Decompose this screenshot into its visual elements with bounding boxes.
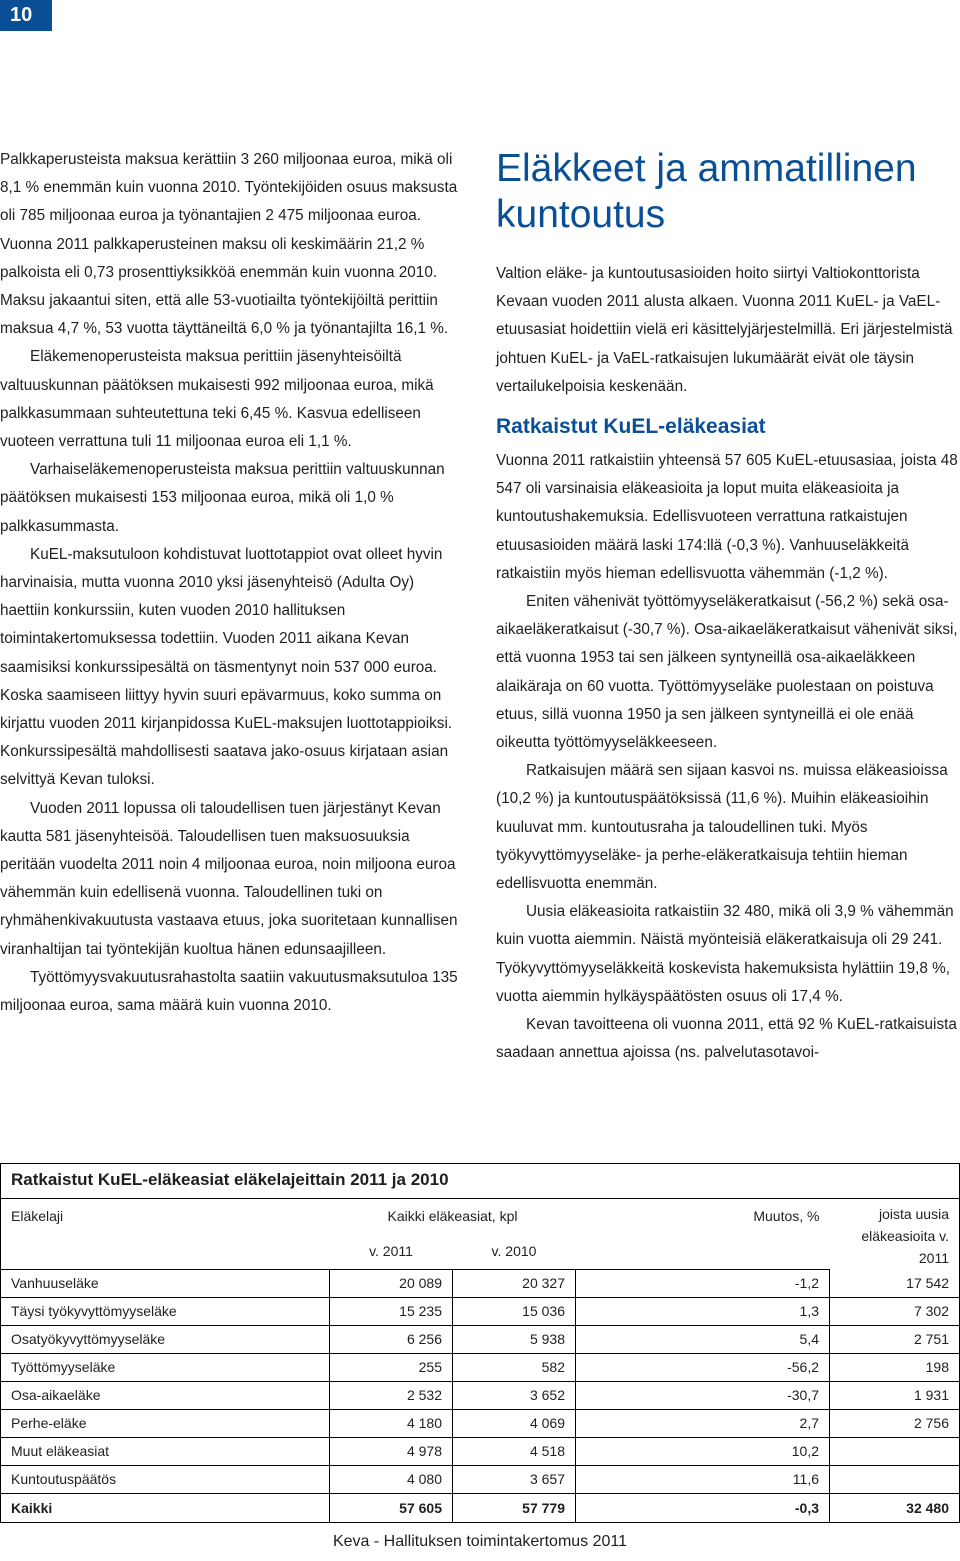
cell-type: Kaikki	[11, 1499, 53, 1516]
table-row	[1, 1381, 959, 1409]
table-row	[1, 1465, 959, 1493]
subheading: Ratkaistut KuEL-eläkeasiat	[496, 415, 766, 439]
cell-new: 2 751	[830, 1325, 960, 1353]
paragraph: Eläkemenoperusteista maksua perittiin jäsenyhteisöiltä valtuuskunnan päätöksen mukaisesti 992 miljoonaa euroa, mikä palkkasummaan suhteutettuna teki 6,45 %. Kasvua edelliseen vuoteen verrattuna tuli 11 miljoonaa euroa eli 1,1 %.	[0, 348, 434, 451]
cell-2011: 57 605	[330, 1493, 453, 1522]
table-total-row	[1, 1493, 959, 1522]
cell-change: 2,7	[576, 1409, 830, 1437]
cell-2011: 4 080	[330, 1465, 453, 1493]
cell-new: 7 302	[830, 1297, 960, 1325]
cell-change: 5,4	[576, 1325, 830, 1353]
paragraph: Palkkaperusteista maksua kerättiin 3 260 miljoonaa euroa, mikä oli 8,1 % enemmän kuin vuonna 2010. Työntekijöiden osuus maksusta oli 785 miljoonaa euroa ja työnantajien 2 475 miljoonaa euroa. Vuonna 2011 palkkaperusteinen maksu oli keskimäärin 21,2 % palkoista eli 0,73 prosenttiyksikköä enemmän kuin vuonna 2010. Maksu jakaantui siten, että alle 53-vuotiailta työntekijöiltä perittiin maksua 4,7 %, 53 vuotta täyttäneiltä 6,0 % ja työnantajilta 16,1 %.	[0, 151, 458, 338]
cell-2011: 15 235	[330, 1297, 453, 1325]
pension-table	[0, 1163, 960, 1523]
page-footer: Keva - Hallituksen toimintakertomus 2011	[332, 1533, 628, 1550]
paragraph: Työttömyysvakuutusrahastolta saatiin vakuutusmaksutuloa 135 miljoonaa euroa, sama määrä kuin vuonna 2010.	[0, 968, 458, 1015]
cell-new: 198	[830, 1353, 960, 1381]
cell-change: -30,7	[576, 1381, 830, 1409]
paragraph: KuEL-maksutuloon kohdistuvat luottotappiot ovat olleet hyvin harvinaisia, mutta vuonna 2010 yksi jäsenyhteisö (Adulta Oy) haettiin konkurssiin, kuten vuoden 2010 hallituksen toimintakertomuksessa todettiin. Vuoden 2011 aikana Kevan saamisiksi konkurssipesältä on täsmentynyt noin 537 000 euroa. Koska saamiseen liittyy hyvin suuri epävarmuus, koko summa on kirjattu vuoden 2011 kirjanpidossa KuEL-maksujen luottotappioiksi. Konkurssipesältä mahdollisesti saatava jako-osuus kirjataan asian selvittyä Kevan tuloksi.	[0, 545, 453, 789]
header-change: Muutos, %	[753, 1208, 820, 1225]
cell-change: -0,3	[576, 1493, 830, 1522]
cell-new: 2 756	[830, 1409, 960, 1437]
cell-change: -56,2	[576, 1353, 830, 1381]
cell-change: -1,2	[576, 1269, 830, 1297]
paragraph: Ratkaisujen määrä sen sijaan kasvoi ns. muissa eläkeasioissa (10,2 %) ja kuntoutuspäätöksissä (11,6 %). Muihin eläkeasioihin kuuluvat mm. kuntoutusraha ja taloudellinen tuki. Myös työkyvyttömyyseläke- ja perhe-eläkeratkaisuja tehtiin hieman edellisvuotta enemmän.	[496, 762, 948, 893]
cell-change: 11,6	[576, 1465, 830, 1493]
right-column	[496, 146, 960, 1067]
header-year-2011: v. 2011	[330, 1234, 453, 1269]
cell-2011: 255	[330, 1353, 453, 1381]
cell-type: Osatyökyvyttömyyseläke	[1, 1325, 330, 1353]
paragraph: Kevan tavoitteena oli vuonna 2011, että 92 % KuEL-ratkaisuista saadaan annettua ajoissa (ns. palvelutasotavoi-	[496, 1016, 957, 1062]
cell-change: 1,3	[576, 1297, 830, 1325]
cell-2010: 57 779	[453, 1493, 576, 1522]
paragraph: Vuonna 2011 ratkaistiin yhteensä 57 605 KuEL-etuusasiaa, joista 48 547 oli varsinaisia eläkeasioita ja loput muita eläkeasioita ja kuntoutushakemuksia. Edellisvuoteen verrattuna ratkaistujen etuusasioiden määrä laski 174:llä (-0,3 %). Vanhuuseläkkeitä ratkaistiin myös hieman edellisvuotta vähemmän (-1,2 %).	[496, 452, 958, 582]
table-title: Ratkaistut KuEL-eläkeasiat eläkelajeittain 2011 ja 2010	[1, 1164, 959, 1199]
section-heading: Eläkkeet ja ammatillinen kuntoutus	[496, 147, 917, 236]
cell-2011: 4 180	[330, 1409, 453, 1437]
cell-2010: 3 652	[453, 1381, 576, 1409]
cell-2010: 4 518	[453, 1437, 576, 1465]
header-type: Eläkelaji	[11, 1208, 64, 1225]
table-row	[1, 1353, 959, 1381]
cell-2011: 20 089	[330, 1269, 453, 1297]
table-row	[1, 1409, 959, 1437]
table-subheader-row	[1, 1234, 959, 1269]
cell-2011: 4 978	[330, 1437, 453, 1465]
table-row	[1, 1437, 959, 1465]
table-header-row	[1, 1199, 959, 1234]
page-number: 10	[0, 0, 52, 31]
cell-new	[830, 1465, 960, 1493]
cell-new	[830, 1437, 960, 1465]
paragraph: Eniten vähenivät työttömyyseläkeratkaisut (-56,2 %) sekä osa-aikaeläkeratkaisut (-30,7 %). Osa-aikaeläkeratkaisut vähenivät siksi, että vuonna 1953 tai sen jälkeen syntyneillä osa-aikaeläkkeen alaikäraja on 60 vuotta. Työttömyyseläke puolestaan on poistuva etuus, sillä vuonna 1950 ja sen jälkeen syntyneillä ei ole enää oikeutta työttömyyseläkkeeseen.	[496, 593, 958, 752]
cell-2011: 2 532	[330, 1381, 453, 1409]
cell-type: Muut eläkeasiat	[1, 1437, 330, 1465]
cell-2011: 6 256	[330, 1325, 453, 1353]
left-column	[0, 146, 462, 1020]
paragraph: Vuoden 2011 lopussa oli taloudellisen tuen järjestänyt Kevan kautta 581 jäsenyhteisöä. Taloudellisen tuen maksuosuuksia peritään vuodelta 2011 noin 4 miljoonaa euroa, noin miljoona euroa vähemmän kuin edellisenä vuonna. Taloudellinen tuki on ryhmähenkivakuutusta vastaava etuus, joka suoritetaan kunnallisen viranhaltijan tai työntekijän kuoltua hänen edunsaajilleen.	[0, 799, 458, 958]
cell-new: 32 480	[830, 1493, 960, 1522]
intro-paragraph: Valtion eläke- ja kuntoutusasioiden hoito siirtyi Valtiokonttorista Kevaan vuoden 2011 alusta alkaen. Vuonna 2011 KuEL- ja VaEL-etuusasiat hoidettiin vielä eri käsittelyjärjestelmillä. Eri järjestelmistä johtuen KuEL- ja VaEL-ratkaisujen lukumäärät eivät ole täysin vertailukelpoisia keskenään.	[496, 265, 953, 395]
cell-type: Kuntoutuspäätös	[1, 1465, 330, 1493]
cell-2010: 15 036	[453, 1297, 576, 1325]
cell-type: Vanhuuseläke	[1, 1269, 330, 1297]
header-year-2010: v. 2010	[453, 1234, 576, 1269]
cell-type: Täysi työkyvyttömyyseläke	[1, 1297, 330, 1325]
table-row	[1, 1325, 959, 1353]
cell-type: Osa-aikaeläke	[1, 1381, 330, 1409]
cell-change: 10,2	[576, 1437, 830, 1465]
paragraph: Uusia eläkeasioita ratkaistiin 32 480, mikä oli 3,9 % vähemmän kuin vuotta aiemmin. Näistä myönteisiä eläkeratkaisuja oli 29 241. Työkyvyttömyyseläkkeitä koskevista hakemuksista hylättiin 19,8 %, vuotta aiemmin hylkäyspäätösten osuus oli 17,4 %.	[496, 903, 954, 1005]
cell-2010: 4 069	[453, 1409, 576, 1437]
header-new-cases: joista uusia eläkeasioita v. 2011	[861, 1206, 949, 1266]
table-row	[1, 1269, 959, 1297]
cell-2010: 5 938	[453, 1325, 576, 1353]
cell-2010: 582	[453, 1353, 576, 1381]
cell-type: Perhe-eläke	[1, 1409, 330, 1437]
cell-2010: 20 327	[453, 1269, 576, 1297]
table-row	[1, 1297, 959, 1325]
cell-new: 17 542	[830, 1269, 960, 1297]
cell-type: Työttömyyseläke	[1, 1353, 330, 1381]
header-all-cases: Kaikki eläkeasiat, kpl	[387, 1208, 518, 1225]
cell-2010: 3 657	[453, 1465, 576, 1493]
paragraph: Varhaiseläkemenoperusteista maksua perittiin valtuuskunnan päätöksen mukaisesti 153 miljoonaa euroa, mikä oli 1,0 % palkkasummasta.	[0, 461, 445, 535]
cell-new: 1 931	[830, 1381, 960, 1409]
